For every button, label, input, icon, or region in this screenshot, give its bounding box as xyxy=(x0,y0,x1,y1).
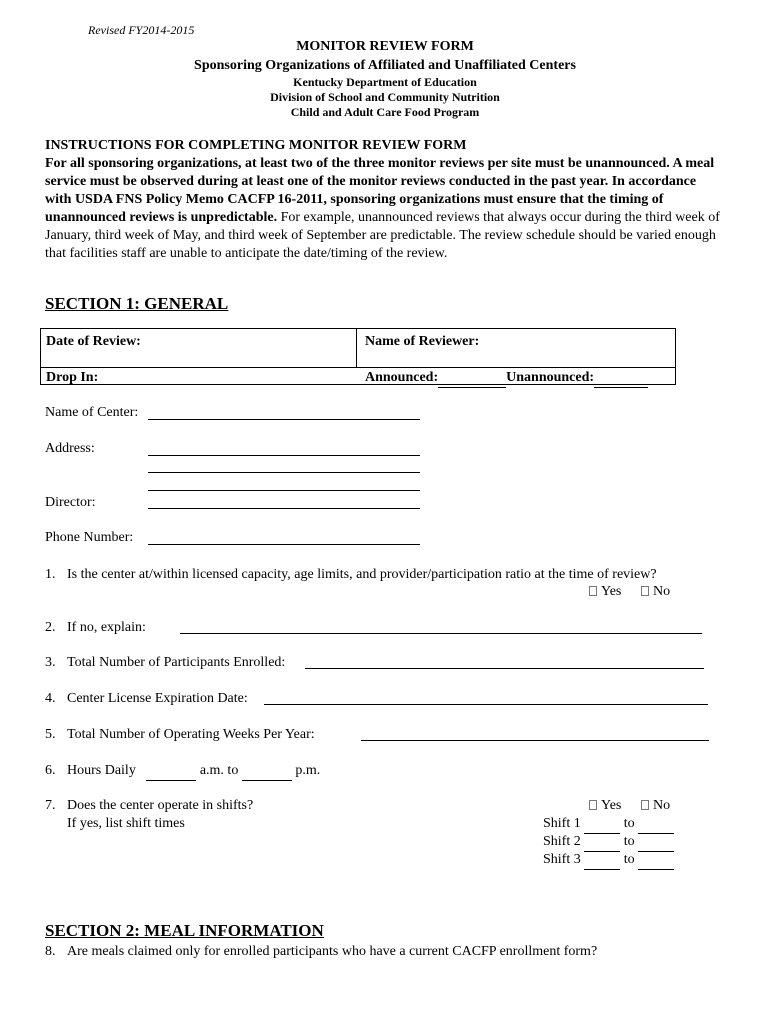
address-input-line-3[interactable] xyxy=(148,490,420,491)
question-7-yes-option[interactable]: Yes xyxy=(589,797,621,815)
question-2-input[interactable] xyxy=(180,633,702,634)
yes-checkbox[interactable] xyxy=(589,586,597,596)
question-7-subtext: If yes, list shift times xyxy=(67,816,185,831)
director-input[interactable] xyxy=(148,508,420,509)
address-label: Address: xyxy=(45,441,95,456)
shift-3-end-input[interactable] xyxy=(638,851,674,870)
question-8: 8. Are meals claimed only for enrolled participants who have a current CACFP enrollment form? xyxy=(45,944,598,959)
question-4-text: Center License Expiration Date: xyxy=(67,691,248,706)
director-label: Director: xyxy=(45,495,96,510)
address-input-line-2[interactable] xyxy=(148,472,420,473)
section-2-heading: SECTION 2: MEAL INFORMATION xyxy=(45,921,324,940)
shift-2-start-input[interactable] xyxy=(584,833,620,852)
am-to-label: a.m. to xyxy=(199,763,239,778)
phone-number-input[interactable] xyxy=(148,544,420,545)
table-divider-vertical xyxy=(356,329,357,367)
unannounced-label: Unannounced: xyxy=(506,370,595,385)
question-3-input[interactable] xyxy=(305,668,704,669)
yes-checkbox[interactable] xyxy=(589,800,597,810)
question-7-text: Does the center operate in shifts? xyxy=(67,798,254,813)
question-1-yes-option[interactable]: Yes xyxy=(589,583,621,601)
question-7: 7. Does the center operate in shifts? xyxy=(45,798,254,813)
agency-line-3: Child and Adult Care Food Program xyxy=(290,105,480,119)
shift-1-end-input[interactable] xyxy=(638,815,674,834)
instructions-body xyxy=(45,155,725,263)
section-1-heading: SECTION 1: GENERAL xyxy=(45,294,229,313)
form-title: MONITOR REVIEW FORM xyxy=(296,39,474,54)
question-6-text: Hours Daily xyxy=(67,763,136,778)
shift-3-row: Shift 3 to xyxy=(543,851,674,870)
hours-start-input[interactable] xyxy=(146,762,196,781)
shift-2-end-input[interactable] xyxy=(638,833,674,852)
name-of-center-label: Name of Center: xyxy=(45,405,139,420)
name-of-reviewer-field[interactable]: Name of Reviewer: xyxy=(365,334,480,349)
instructions-normal-text: For example, unannounced reviews that always occur during the third week of January, third week of May, and third week of September are predictable. The review schedule should be varied enough that facilities staff are unable to anticipate the date/timing of the review. xyxy=(45,210,720,261)
question-6: 6. Hours Daily a.m. to p.m. xyxy=(45,762,320,781)
question-4-input[interactable] xyxy=(264,704,708,705)
drop-in-field[interactable]: Drop In: xyxy=(46,370,99,385)
unannounced-blank[interactable] xyxy=(594,369,648,388)
phone-number-label: Phone Number: xyxy=(45,530,134,545)
form-subtitle: Sponsoring Organizations of Affiliated and Unaffiliated Centers xyxy=(194,58,576,73)
question-1: 1. Is the center at/within licensed capacity, age limits, and provider/participation ratio at the time of review? xyxy=(45,567,657,582)
revised-label: Revised FY2014-2015 xyxy=(88,23,195,37)
no-checkbox[interactable] xyxy=(641,800,649,810)
agency-line-1: Kentucky Department of Education xyxy=(293,75,477,89)
announced-label: Announced: xyxy=(365,370,439,385)
no-checkbox[interactable] xyxy=(641,586,649,596)
question-1-no-option[interactable]: No xyxy=(641,583,670,601)
shift-1-row: Shift 1 to xyxy=(543,815,674,834)
question-2-text: If no, explain: xyxy=(67,620,146,635)
question-3: 3. Total Number of Participants Enrolled: xyxy=(45,655,286,670)
question-1-text: Is the center at/within licensed capacity, age limits, and provider/participation ratio at the time of review? xyxy=(67,567,657,582)
announced-blank[interactable] xyxy=(438,369,506,388)
hours-end-input[interactable] xyxy=(242,762,292,781)
review-info-table xyxy=(40,328,676,385)
shift-3-start-input[interactable] xyxy=(584,851,620,870)
announced-unannounced-field[interactable] xyxy=(365,369,648,388)
instructions-title: INSTRUCTIONS FOR COMPLETING MONITOR REVIEW FORM xyxy=(45,138,467,153)
table-divider-horizontal xyxy=(41,367,675,368)
question-5-input[interactable] xyxy=(361,740,709,741)
pm-label: p.m. xyxy=(295,763,321,778)
shift-2-row: Shift 2 to xyxy=(543,833,674,852)
address-input-line-1[interactable] xyxy=(148,455,420,456)
question-8-text: Are meals claimed only for enrolled participants who have a current CACFP enrollment form? xyxy=(67,944,598,959)
question-2: 2. If no, explain: xyxy=(45,620,146,635)
question-5: 5. Total Number of Operating Weeks Per Year: xyxy=(45,727,315,742)
name-of-center-input[interactable] xyxy=(148,419,420,420)
question-7-no-option[interactable]: No xyxy=(641,797,670,815)
shift-1-start-input[interactable] xyxy=(584,815,620,834)
question-5-text: Total Number of Operating Weeks Per Year: xyxy=(67,727,315,742)
question-3-text: Total Number of Participants Enrolled: xyxy=(67,655,286,670)
instructions-bold-text: For all sponsoring organizations, at least two of the three monitor reviews per site must be unannounced. A meal service must be observed during at least one of the monitor reviews conducted in the past year. In accordance with USDA FNS Policy Memo CACFP 16-2011, sponsoring organizations must ensure that the timing of unannounced reviews is unpredictable. xyxy=(45,156,715,225)
date-of-review-field[interactable]: Date of Review: xyxy=(46,334,141,349)
agency-line-2: Division of School and Community Nutrition xyxy=(270,90,500,104)
question-4: 4. Center License Expiration Date: xyxy=(45,691,248,706)
